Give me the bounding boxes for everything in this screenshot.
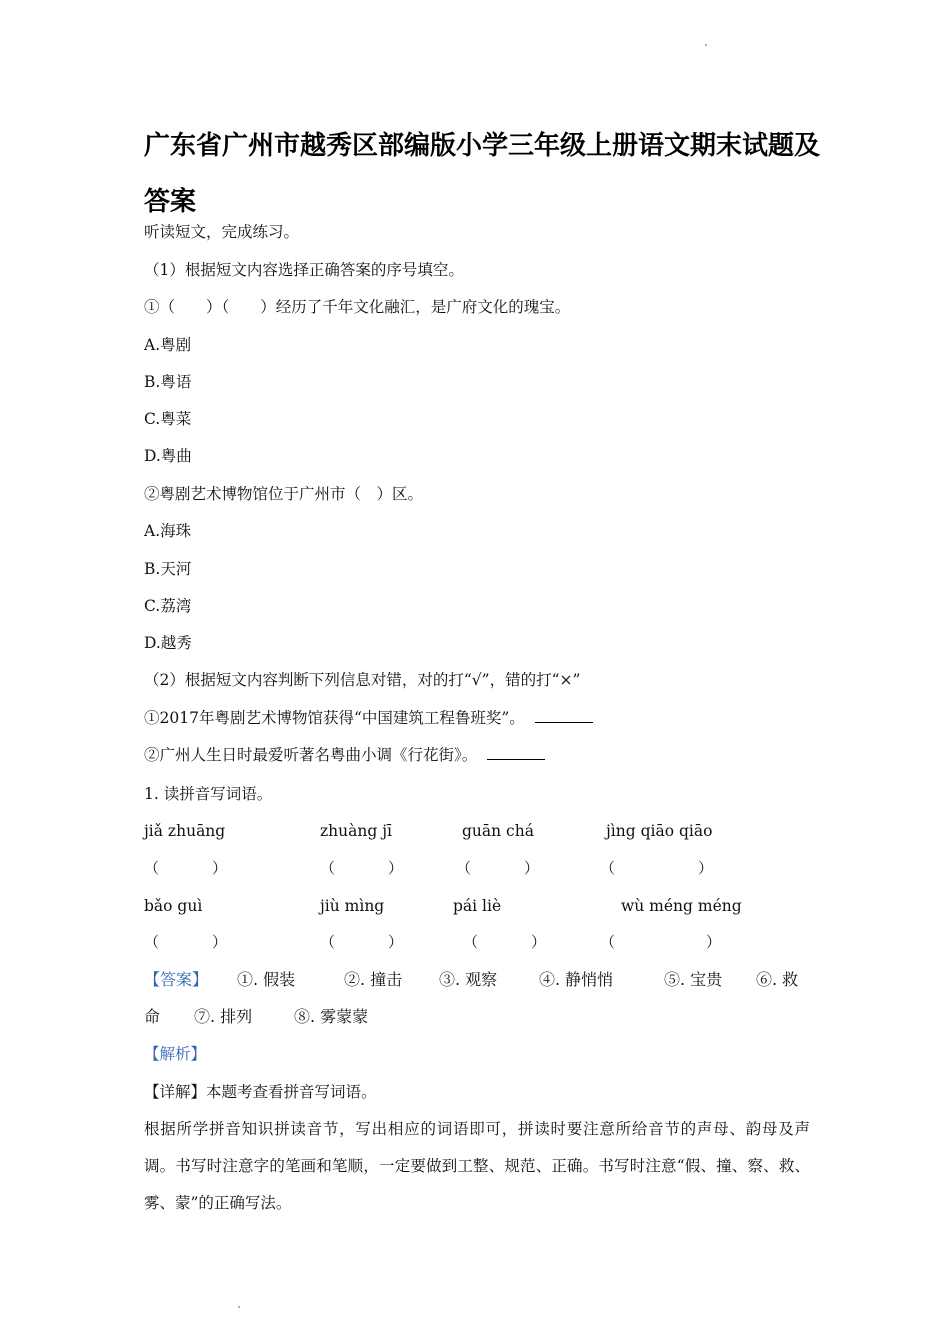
paren-open: （: [320, 859, 336, 877]
paren-close: ）: [531, 933, 547, 951]
pinyin-7: pái liè: [453, 897, 502, 915]
answer-tag: 【答案】: [144, 970, 209, 989]
q1-s1-option-b: B.粤语: [144, 373, 192, 391]
paren-open: （: [144, 933, 160, 951]
paren-open: （: [456, 859, 472, 877]
paren-close: ）: [388, 933, 404, 951]
paren-open: （: [600, 859, 616, 877]
pinyin-3: guān chá: [462, 822, 534, 840]
answer-blank[interactable]: [487, 745, 545, 760]
pinyin-4: jìng qiāo qiāo: [606, 822, 713, 840]
answer-continuation: 命: [144, 1007, 161, 1026]
q1-s1-option-c: C.粤菜: [144, 410, 192, 428]
paren-close: ）: [706, 933, 722, 951]
scan-dot: [705, 44, 707, 46]
q2-statement-1: [144, 706, 593, 730]
paren-close: ）: [212, 859, 228, 877]
paren-close: ）: [388, 859, 404, 877]
analysis-paragraph: 根据所学拼音知识拼读音节，写出相应的词语即可，拼读时要注意所给音节的声母、韵母及声调。书写时注意字的笔画和笔顺，一定要做到工整、规范、正确。书写时注意“假、撞、察、救、雾、蒙”的正确写法。: [144, 1120, 810, 1212]
pinyin-1: jiǎ zhuāng: [144, 822, 226, 840]
pinyin-6: jiù mìng: [320, 897, 385, 915]
answer-item-1: ①. 假装: [237, 970, 296, 989]
q2-s1-text: ①2017年粤剧艺术博物馆获得“中国建筑工程鲁班奖”。: [144, 709, 525, 727]
q1-s2-stem: ②粤剧艺术博物馆位于广州市（ ）区。: [144, 485, 424, 503]
answer-item-3: ③. 观察: [439, 970, 498, 989]
answer-row-1: [144, 968, 814, 992]
q2-instruction: （2）根据短文内容判断下列信息对错，对的打“√”，错的打“×”: [144, 671, 581, 689]
paren-open: （: [463, 933, 479, 951]
scan-dot: [238, 1306, 240, 1308]
q2-statement-2: [144, 743, 545, 767]
answer-item-5: ⑤. 宝贵: [664, 970, 723, 989]
answer-row-2: [144, 1005, 814, 1029]
analysis-detail: 【详解】本题考查看拼音写词语。: [144, 1083, 377, 1101]
paren-open: （: [144, 859, 160, 877]
paren-close: ）: [698, 859, 714, 877]
intro-text: 听读短文，完成练习。: [144, 223, 300, 241]
q1-s2-option-c: C.荔湾: [144, 597, 192, 615]
pinyin-8: wù méng méng: [621, 897, 742, 915]
q1-s2-option-b: B.天河: [144, 560, 192, 578]
pinyin-5: bǎo guì: [144, 897, 203, 915]
answer-item-8: ⑧. 雾蒙蒙: [294, 1007, 369, 1026]
analysis-tag: 【解析】: [144, 1045, 207, 1063]
q1-s1-option-d: D.粤曲: [144, 447, 192, 465]
answer-item-7: ⑦. 排列: [194, 1007, 253, 1026]
q1-s1-stem: ①（ ）（ ）经历了千年文化融汇，是广府文化的瑰宝。: [144, 298, 571, 316]
q1-s2-option-a: A.海珠: [144, 522, 192, 540]
q1-s1-option-a: A.粤剧: [144, 336, 192, 354]
answer-item-2: ②. 撞击: [344, 970, 403, 989]
paren-open: （: [600, 933, 616, 951]
page-title: 广东省广州市越秀区部编版小学三年级上册语文期末试题及答案: [144, 131, 821, 217]
q1-instruction: （1）根据短文内容选择正确答案的序号填空。: [144, 261, 464, 279]
q3-heading: 1. 读拼音写词语。: [144, 785, 273, 803]
q2-s2-text: ②广州人生日时最爱听著名粤曲小调《行花街》。: [144, 746, 478, 764]
q1-s2-option-d: D.越秀: [144, 634, 192, 652]
answer-item-4: ④. 静悄悄: [539, 970, 614, 989]
paren-open: （: [320, 933, 336, 951]
paren-close: ）: [524, 859, 540, 877]
answer-item-6: ⑥. 救: [756, 970, 799, 989]
pinyin-2: zhuàng jī: [320, 822, 392, 840]
answer-blank[interactable]: [535, 708, 593, 723]
paren-close: ）: [212, 933, 228, 951]
